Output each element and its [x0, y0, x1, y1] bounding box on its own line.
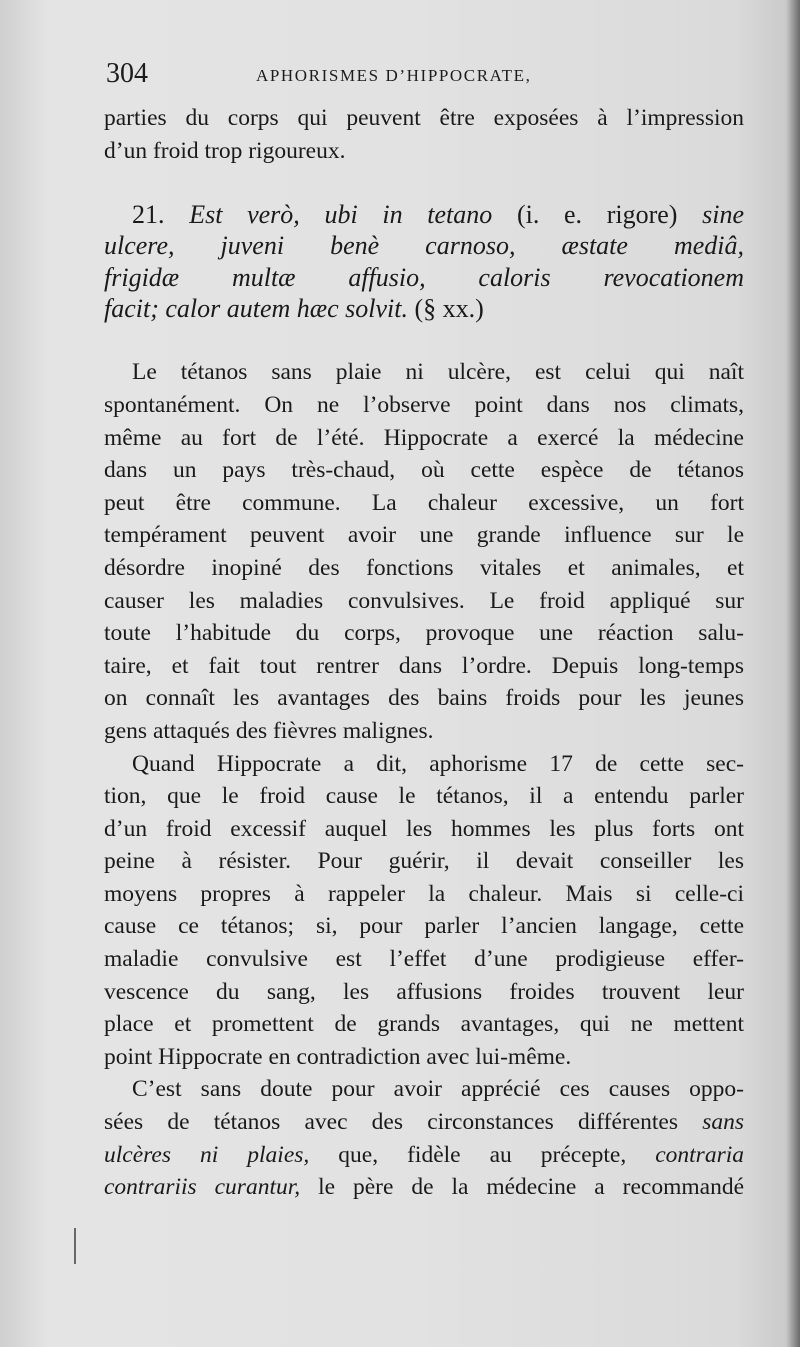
commentary-paragraph	[104, 748, 744, 1074]
latin-phrase: sine	[702, 200, 745, 230]
text-line: vescence du sang, les affusions froides trouvent leur	[104, 978, 744, 1005]
text-line: cause ce tétanos; si, pour parler l’ancien langage, cette	[104, 913, 744, 940]
text-line	[104, 1106, 744, 1139]
text-line: parties du corps qui peuvent être exposées à l’impression	[104, 105, 744, 131]
commentary-paragraph	[104, 1073, 744, 1203]
text-line: maladie convulsive est l’effet d’une prodigieuse effer-	[104, 946, 744, 973]
page-number: 304	[106, 58, 148, 89]
text-line: désordre inopiné des fonctions vitales et animales, et	[104, 554, 744, 581]
text-fragment: le père de la médecine a recommandé	[318, 1174, 744, 1201]
text-line: dans un pays très-chaud, où cette espèce de tétanos	[104, 457, 744, 484]
page-header	[106, 58, 746, 98]
text-line: ulcere, juveni benè carnoso, æstate mediâ,	[104, 231, 744, 261]
text-line: Quand Hippocrate a dit, aphorisme 17 de cette sec-	[132, 750, 744, 777]
text-line: d’un froid excessif auquel les hommes les plus forts ont	[104, 815, 744, 842]
text-line	[104, 199, 744, 230]
aphorism-text	[104, 199, 744, 324]
text-line: moyens propres à rappeler la chaleur. Mais si celle-ci	[104, 880, 744, 907]
text-line: taire, et fait tout rentrer dans l’ordre. Depuis long-temps	[104, 652, 744, 679]
text-line: tion, que le froid cause le tétanos, il a entendu parler	[104, 783, 744, 810]
paragraph-continued	[104, 102, 744, 167]
aphorism-number: 21.	[132, 200, 165, 230]
latin-phrase: facit; calor autem hæc solvit.	[104, 294, 409, 324]
text-line: causer les maladies convulsives. Le froid appliqué sur	[104, 587, 744, 614]
gloss: (i. e. rigore)	[516, 200, 678, 230]
text-line: point Hippocrate en contradiction avec lui-même.	[104, 1043, 572, 1070]
italic-phrase: contrariis curantur,	[104, 1174, 301, 1201]
italic-phrase: sans	[702, 1109, 744, 1136]
text-line: tempérament peuvent avoir une grande influence sur le	[104, 522, 744, 549]
text-line	[104, 1139, 744, 1172]
text-line: on connaît les avantages des bains froids pour les jeunes	[104, 685, 744, 712]
text-line: place et promettent de grands avantages, qui ne mettent	[104, 1011, 744, 1038]
text-line	[104, 1171, 744, 1204]
text-fragment: que, fidèle au précepte,	[338, 1141, 627, 1168]
section-reference: (§ xx.)	[414, 294, 484, 324]
text-line: peut être commune. La chaleur excessive, un fort	[104, 489, 744, 516]
text-line: gens attaqués des fièvres malignes.	[104, 717, 434, 744]
commentary-paragraph	[104, 356, 744, 747]
text-line: d’un froid trop rigoureux.	[104, 137, 346, 164]
text-line: frigidæ multæ affusio, caloris revocationem	[104, 262, 744, 292]
page-edge-shadow	[786, 0, 800, 1347]
text-line: peine à résister. Pour guérir, il devait conseiller les	[104, 848, 744, 875]
text-line	[104, 293, 744, 324]
margin-mark	[74, 1228, 76, 1264]
text-fragment: sées de tétanos avec des circonstances différentes	[104, 1109, 679, 1136]
latin-phrase: Est verò, ubi in tetano	[189, 200, 493, 230]
text-line: toute l’habitude du corps, provoque une réaction salu-	[104, 620, 744, 647]
running-head: APHORISMES D’HIPPOCRATE,	[256, 66, 532, 85]
italic-phrase: contraria	[655, 1141, 744, 1168]
italic-phrase: ulcères ni plaies,	[104, 1141, 310, 1168]
page-body	[104, 102, 744, 1204]
text-line: spontanément. On ne l’observe point dans nos climats,	[104, 391, 744, 418]
text-line: Le tétanos sans plaie ni ulcère, est celui qui naît	[132, 359, 744, 386]
text-line: même au fort de l’été. Hippocrate a exercé la médecine	[104, 424, 744, 451]
text-line: C’est sans doute pour avoir apprécié ces causes oppo-	[132, 1076, 744, 1103]
